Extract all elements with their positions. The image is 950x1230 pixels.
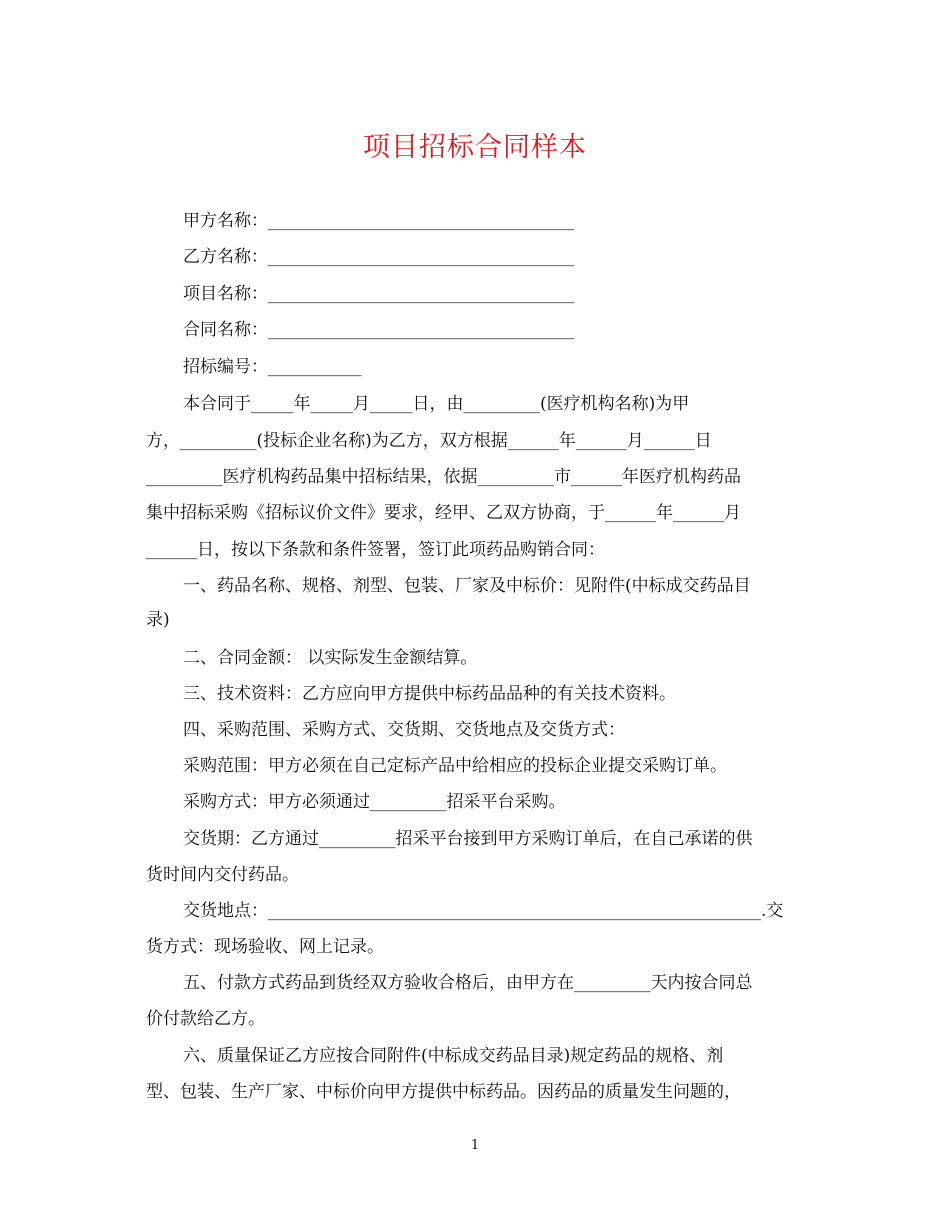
- clause-one-line: 录): [146, 610, 170, 630]
- clause-two-line: 二、合同金额： 以实际发生金额结算。: [183, 648, 478, 668]
- delivery-period-line: 交货期：乙方通过_________招采平台接到甲方采购订单后，在自己承诺的供: [183, 829, 753, 849]
- paragraph-line: ______日，按以下条款和条件签署，签订此项药品购销合同：: [146, 540, 605, 560]
- contract-name-line: 合同名称：____________________________________: [183, 320, 574, 340]
- clause-five-line: 五、付款方式药品到货经双方验收合格后，由甲方在_________天内按合同总: [183, 973, 753, 993]
- clause-five-line: 价付款给乙方。: [146, 1009, 265, 1029]
- clause-three-line: 三、技术资料：乙方应向甲方提供中标药品品种的有关技术资料。: [183, 684, 676, 704]
- paragraph-line: 集中招标采购《招标议价文件》要求，经甲、乙双方协商，于______年______月: [146, 503, 741, 523]
- project-name-line: 项目名称：____________________________________: [183, 284, 574, 304]
- clause-six-line: 六、质量保证乙方应按合同附件(中标成交药品目录)规定药品的规格、剂: [183, 1046, 724, 1066]
- paragraph-line: 方，_________(投标企业名称)为乙方，双方根据______年______月______日: [146, 431, 712, 451]
- purchase-scope-line: 采购范围：甲方必须在自己定标产品中给相应的投标企业提交采购订单。: [183, 756, 727, 776]
- document-title: 项目招标合同样本: [363, 132, 587, 163]
- clause-four-line: 四、采购范围、采购方式、交货期、交货地点及交货方式：: [183, 720, 625, 740]
- paragraph-line: 本合同于_____年_____月_____日，由_________(医疗机构名称)为甲: [183, 394, 690, 414]
- paragraph-line: _________医疗机构药品集中招标结果，依据_________市______年医疗机构药品: [146, 467, 741, 487]
- clause-six-line: 型、包装、生产厂家、中标价向甲方提供中标药品。因药品的质量发生问题的，: [146, 1082, 741, 1102]
- clause-one-line: 一、药品名称、规格、剂型、包装、厂家及中标价：见附件(中标成交药品目: [183, 576, 751, 596]
- tender-number-line: 招标编号：___________: [183, 357, 362, 377]
- party-b-name-line: 乙方名称：____________________________________: [183, 247, 574, 267]
- delivery-method-line: 货方式：现场验收、网上记录。: [146, 937, 384, 957]
- purchase-method-line: 采购方式：甲方必须通过_________招采平台采购。: [183, 792, 566, 812]
- delivery-period-line: 货时间内交付药品。: [146, 865, 299, 885]
- party-a-name-line: 甲方名称：____________________________________: [183, 211, 574, 231]
- page-number: 1: [470, 1138, 480, 1153]
- delivery-location-line: 交货地点：__________________________________________________________.交: [183, 901, 784, 921]
